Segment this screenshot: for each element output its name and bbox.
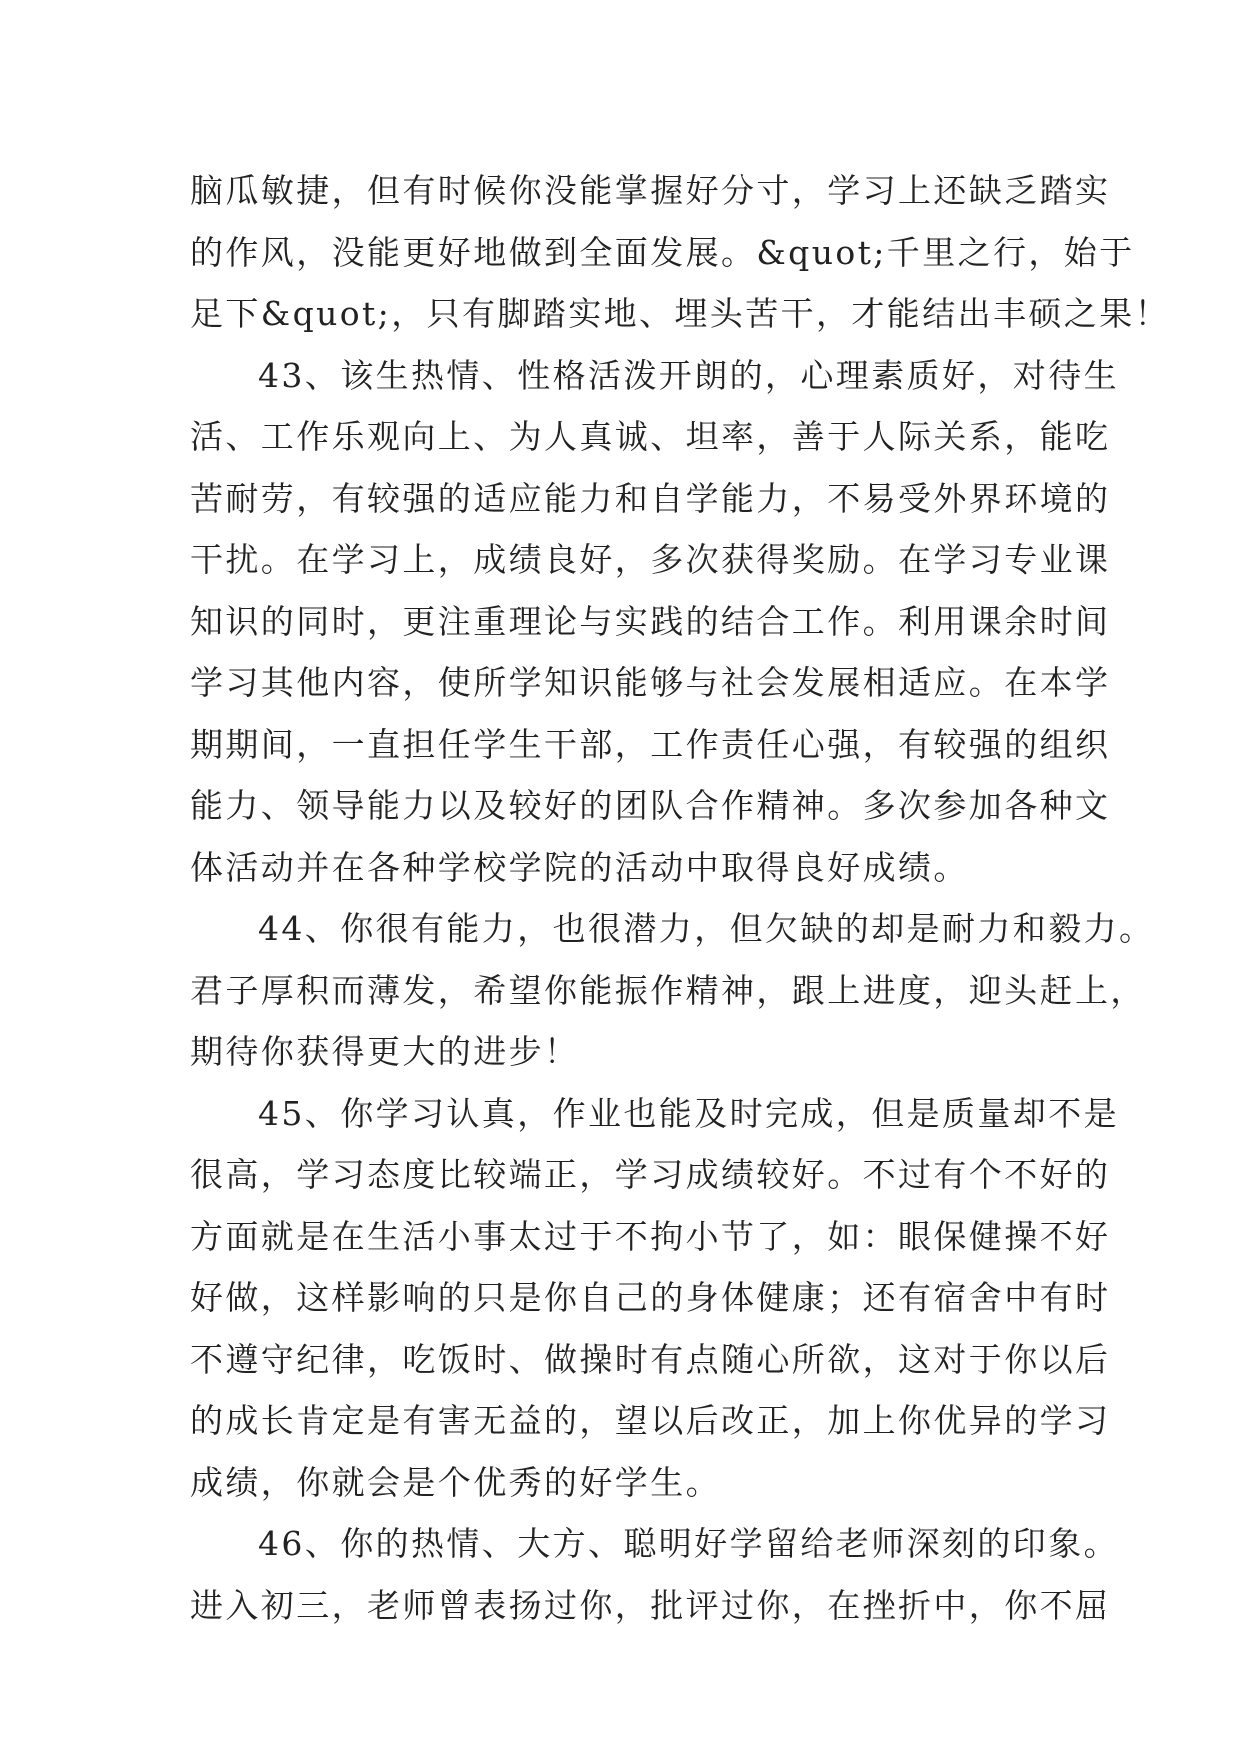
text-line: 脑瓜敏捷，但有时候你没能掌握好分寸，学习上还缺乏踏实 xyxy=(190,171,1111,210)
text-line: 的作风，没能更好地做到全面发展。&quot;千里之行，始于 xyxy=(190,232,1135,272)
text-line: 成绩，你就会是个优秀的好学生。 xyxy=(190,1462,721,1502)
paragraph-46-start: 46、你的热情、大方、聪明好学留给老师深刻的印象。 xyxy=(258,1524,1119,1563)
text-line: 能力、领导能力以及较好的团队合作精神。多次参加各种文 xyxy=(190,786,1111,825)
text-line: 方面就是在生活小事太过于不拘小节了，如：眼保健操不好 xyxy=(190,1216,1111,1256)
text-line: 学习其他内容，使所学知识能够与社会发展相适应。在本学 xyxy=(190,663,1111,702)
text-line: 的成长肯定是有害无益的，望以后改正，加上你优异的学习 xyxy=(190,1401,1111,1440)
text-line: 活、工作乐观向上、为人真诚、坦率，善于人际关系，能吃 xyxy=(190,417,1111,456)
text-line: 知识的同时，更注重理论与实践的结合工作。利用课余时间 xyxy=(190,601,1111,641)
document-body xyxy=(190,160,1170,1636)
text-line: 体活动并在各种学校学院的活动中取得良好成绩。 xyxy=(190,847,969,887)
paragraph-44-start: 44、你很有能力，也很潜力，但欠缺的却是耐力和毅力。 xyxy=(258,909,1155,948)
text-line: 君子厚积而薄发，希望你能振作精神，跟上进度，迎头赶上， xyxy=(190,970,1146,1010)
text-line: 好做，这样影响的只是你自己的身体健康；还有宿舍中有时 xyxy=(190,1278,1111,1317)
paragraph-43-start: 43、该生热情、性格活泼开朗的，心理素质好，对待生 xyxy=(258,355,1119,395)
paragraph-45-start: 45、你学习认真，作业也能及时完成，但是质量却不是 xyxy=(258,1093,1119,1133)
text-line: 苦耐劳，有较强的适应能力和自学能力，不易受外界环境的 xyxy=(190,478,1111,518)
text-line: 进入初三，老师曾表扬过你，批评过你，在挫折中，你不屈 xyxy=(190,1585,1111,1625)
text-line: 干扰。在学习上，成绩良好，多次获得奖励。在学习专业课 xyxy=(190,540,1111,579)
text-line: 足下&quot;，只有脚踏实地、埋头苦干，才能结出丰硕之果！ xyxy=(190,294,1170,333)
text-line: 很高，学习态度比较端正，学习成绩较好。不过有个不好的 xyxy=(190,1155,1111,1194)
text-line: 不遵守纪律，吃饭时、做操时有点随心所欲，这对于你以后 xyxy=(190,1339,1111,1379)
text-line: 期待你获得更大的进步！ xyxy=(190,1032,580,1071)
text-line: 期期间，一直担任学生干部，工作责任心强，有较强的组织 xyxy=(190,724,1111,764)
